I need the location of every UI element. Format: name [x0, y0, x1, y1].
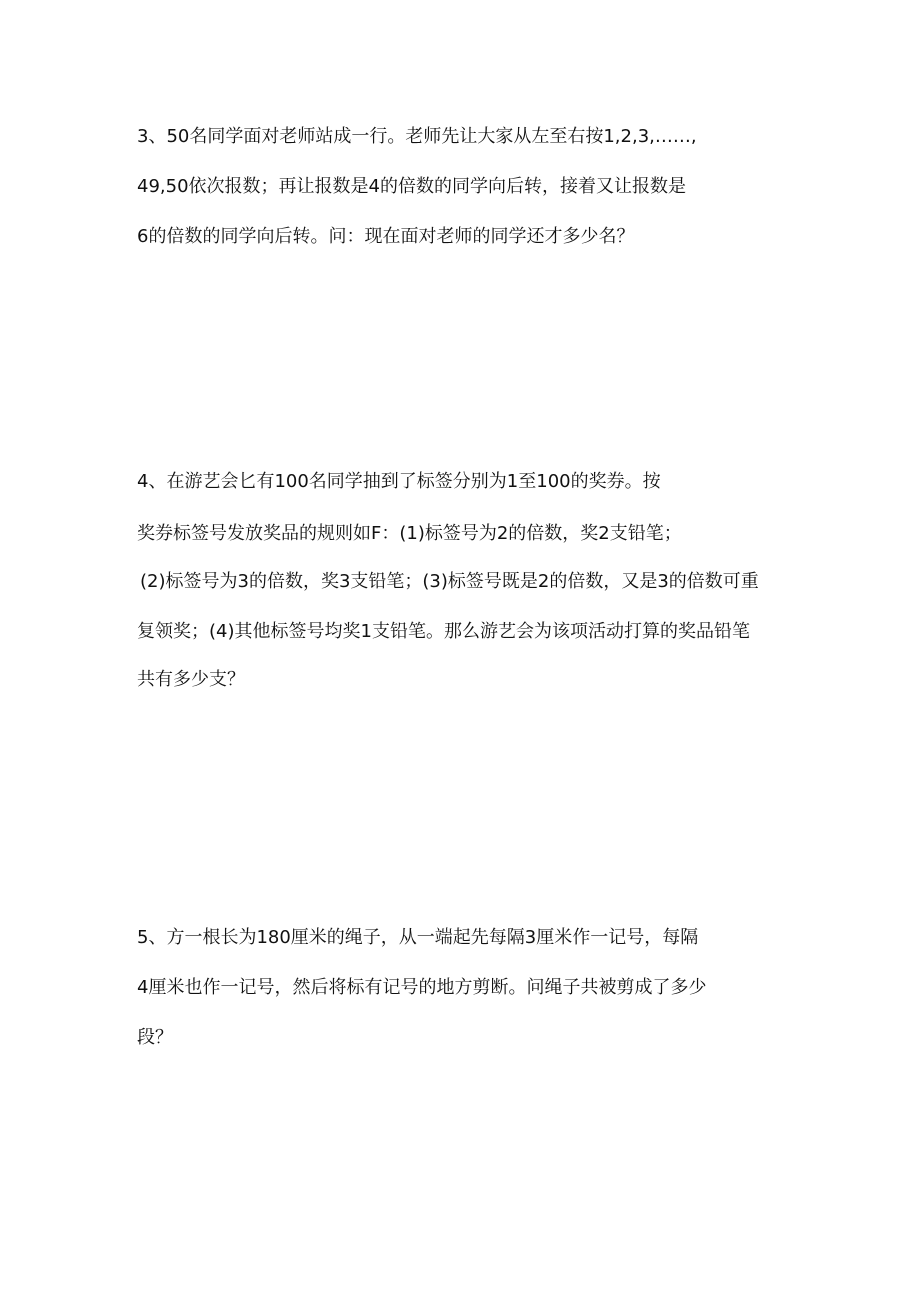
problem-3-line-2: 49,50依次报数；再让报数是4的倍数的同学向后转，接着又让报数是: [137, 176, 686, 197]
problem-5-line-2: 4厘米也作一记号，然后将标有记号的地方剪断。问绳子共被剪成了多少: [137, 977, 707, 998]
problem-3-line-1: 3、50名同学面对老师站成一行。老师先让大家从左至右按1,2,3,……,: [137, 126, 697, 147]
problem-3-line-3: 6的倍数的同学向后转。问：现在面对老师的同学还才多少名？: [137, 226, 635, 247]
problem-4-line-4: 复领奖；(4)其他标签号均奖1支铅笔。那么游艺会为该项活动打算的奖品铅笔: [137, 621, 750, 642]
problem-5-line-3: 段？: [137, 1027, 173, 1048]
problem-4-line-5: 共有多少支？: [137, 669, 245, 690]
problem-4-line-1: 4、在游艺会匕有100名同学抽到了标签分别为1至100的奖券。按: [137, 471, 661, 492]
problem-5-line-1: 5、方一根长为180厘米的绳子，从一端起先每隔3厘米作一记号，每隔: [137, 927, 699, 948]
problem-4-line-2: 奖券标签号发放奖品的规则如F：(1)标签号为2的倍数，奖2支铅笔；: [137, 523, 682, 544]
problem-4-line-3: (2)标签号为3的倍数，奖3支铅笔；(3)标签号既是2的倍数，又是3的倍数可重: [140, 571, 759, 592]
